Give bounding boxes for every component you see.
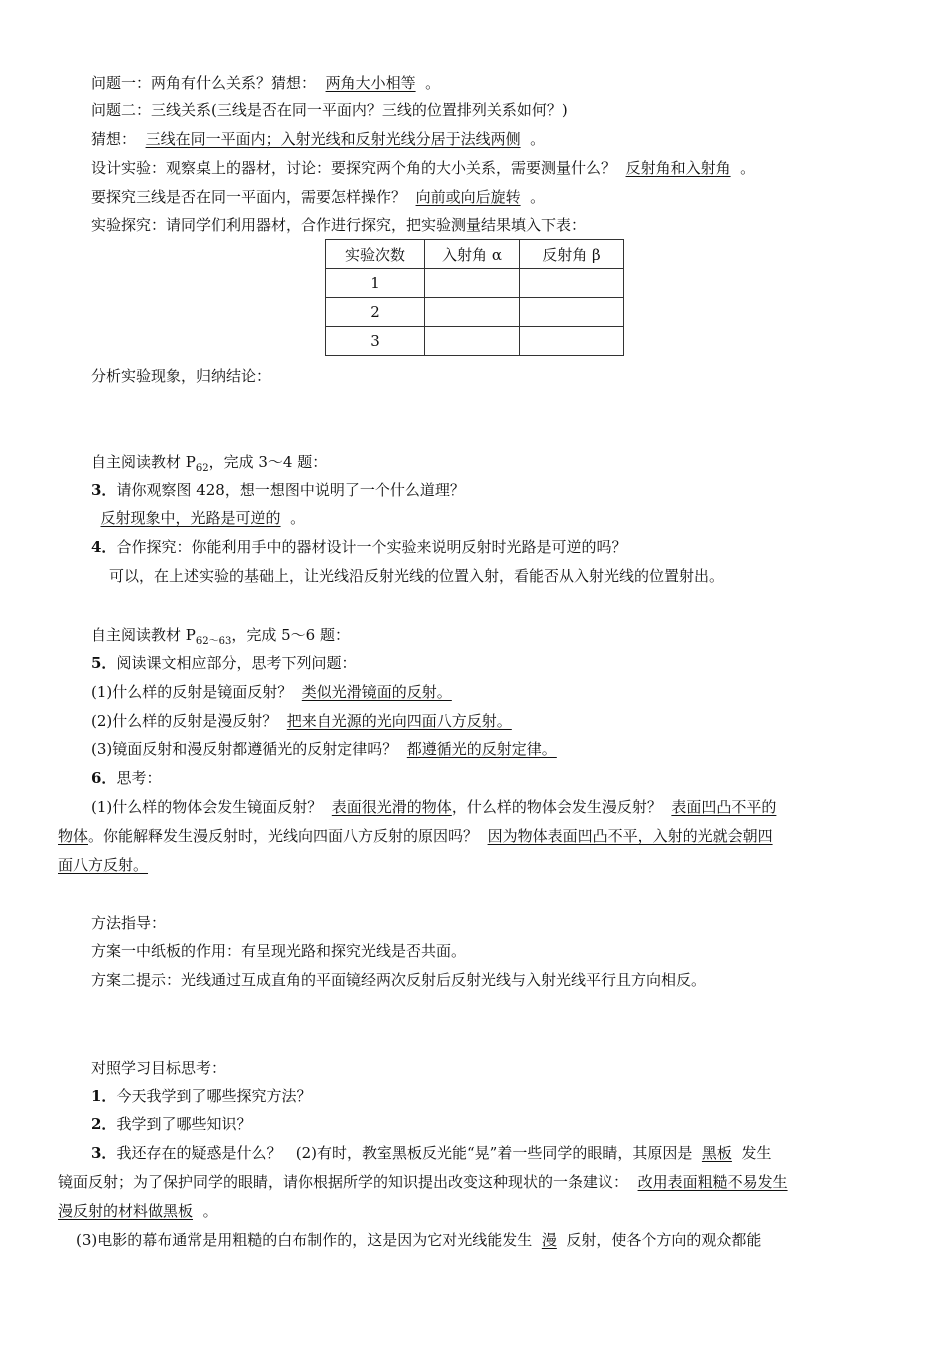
header-incident-angle: 入射角 α xyxy=(425,240,520,269)
reflection-3-question-3: (3)电影的幕布通常是用粗糙的白布制作的，这是因为它对光线能发生 漫 反射，使各个方向的观众都能 xyxy=(76,1231,762,1249)
item-3: 3．请你观察图 428，想一想图中说明了一个什么道理？ xyxy=(91,481,465,499)
question-5-3: (3)镜面反射和漫反射都遵循光的反射定律吗？ 都遵循光的反射定律。 xyxy=(91,740,557,758)
header-reflect-angle: 反射角 β xyxy=(520,240,624,269)
reflection-3-line-3: 漫反射的材料做黑板 。 xyxy=(58,1202,218,1220)
reflection-3-line-1: 3．我还存在的疑惑是什么？ (2)有时，教室黑板反光能“晃”着一些同学的眼睛，其原因是 黑板 发生 xyxy=(91,1144,772,1162)
reflection-2: 2．我学到了哪些知识？ xyxy=(91,1115,252,1133)
method-2: 方案二提示：光线通过互成直角的平面镜经两次反射后反射光线与入射光线平行且方向相反。 xyxy=(91,971,707,989)
method-1: 方案一中纸板的作用：有呈现光路和探究光线是否共面。 xyxy=(91,942,467,960)
header-trial: 实验次数 xyxy=(326,240,425,269)
experiment-table xyxy=(325,239,624,356)
design-line: 设计实验：观察桌上的器材，讨论：要探究两个角的大小关系，需要测量什么？ 反射角和入射角 。 xyxy=(91,159,756,177)
table-row: 2 xyxy=(326,298,624,327)
question-6-line-2: 物体。你能解释发生漫反射时，光线向四面八方反射的原因吗？ 因为物体表面凹凸不平，入射的光就会朝四 xyxy=(58,827,773,845)
question-2: 问题二：三线关系(三线是否在同一平面内？三线的位置排列关系如何？) xyxy=(91,101,568,119)
guess-line: 猜想： 三线在同一平面内；入射光线和反射光线分居于法线两侧 。 xyxy=(91,130,546,148)
reflection-3-line-2: 镜面反射；为了保护同学的眼睛，请你根据所学的知识提出改变这种现状的一条建议： 改用表面粗糙不易发生 xyxy=(58,1173,788,1191)
reflection-title: 对照学习目标思考： xyxy=(91,1059,227,1077)
question-6-line-1: (1)什么样的物体会发生镜面反射？ 表面很光滑的物体，什么样的物体会发生漫反射？ 表面凹凸不平的 xyxy=(91,798,777,816)
item-4-answer: 可以，在上述实验的基础上，让光线沿反射光线的位置入射，看能否从入射光线的位置射出。 xyxy=(109,567,725,585)
method-title: 方法指导： xyxy=(91,914,167,932)
question-5-1: (1)什么样的反射是镜面反射？ 类似光滑镜面的反射。 xyxy=(91,683,452,701)
item-6: 6．思考： xyxy=(91,769,162,787)
question-5-2: (2)什么样的反射是漫反射？ 把来自光源的光向四面八方反射。 xyxy=(91,712,512,730)
table-header-row xyxy=(326,240,624,269)
reading-instruction-1: 自主阅读教材 $P_{62}$，完成 3～4 题： xyxy=(91,453,328,474)
reading-instruction-2: 自主阅读教材 $P_{62\sim 63}$，完成 5～6 题： xyxy=(91,626,350,647)
table-row: 1 xyxy=(326,269,624,298)
question-6-line-3: 面八方反射。 xyxy=(58,856,149,874)
item-5: 5．阅读课文相应部分，思考下列问题： xyxy=(91,654,357,672)
reflection-1: 1．今天我学到了哪些探究方法？ xyxy=(91,1087,312,1105)
explore-line: 实验探究：请同学们利用器材，合作进行探究，把实验测量结果填入下表： xyxy=(91,216,587,234)
item-4: 4．合作探究：你能利用手中的器材设计一个实验来说明反射时光路是可逆的吗？ xyxy=(91,538,627,556)
table-row: 3 xyxy=(326,327,624,356)
question-1: 问题一：两角有什么关系？猜想： 两角大小相等 。 xyxy=(91,74,441,92)
operation-line: 要探究三线是否在同一平面内，需要怎样操作？ 向前或向后旋转 。 xyxy=(91,188,546,206)
item-3-answer: 反射现象中，光路是可逆的 。 xyxy=(100,509,306,527)
analyze-line: 分析实验现象，归纳结论： xyxy=(91,367,272,385)
